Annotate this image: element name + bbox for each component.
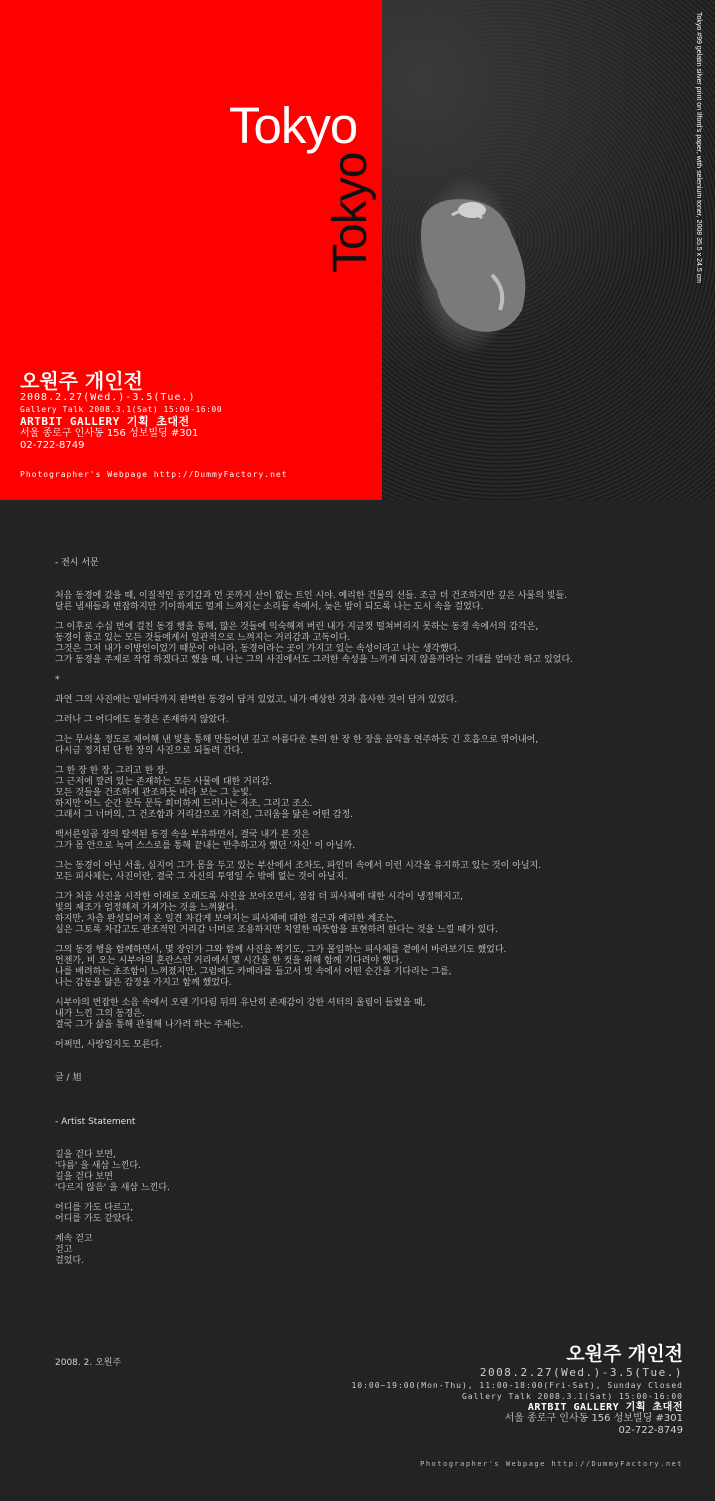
gallery-phone: 02-722-8749 bbox=[20, 440, 85, 451]
preface-section bbox=[55, 558, 675, 1276]
gallery-talk: Gallery Talk 2008.3.1(Sat) 15:00-16:00 bbox=[20, 405, 223, 414]
hero-photo bbox=[382, 0, 715, 500]
hero-title-tokyo: Tokyo bbox=[229, 97, 358, 154]
gallery-address: 서울 종로구 인사동 156 성보빌딩 #301 bbox=[20, 428, 199, 439]
footer-gallery-talk: Gallery Talk 2008.3.1(Sat) 15:00-16:00 bbox=[461, 1392, 683, 1401]
preface-paragraph: 그 이후로 수십 번에 걸친 동경 행을 통해, 많은 것들에 익숙해져 버린 내가 지금껏 떨쳐버리지 못하는 동경 속에서의 감각은, 동경이 품고 있는 모든 것들에게서 일관적으로 느껴지는 거리감과 고독이다. 그것은 그저 내가 이방인이었기 때문이 아니라, 동경이라는 곳이 가지고 있는 속성이라고 나는 생각했다. 그가 동경을 주제로 작업 하겠다고 했을 때, 나는 그의 사진에서도 그러한 속성을 느끼게 되지 않을까라는 기대를 얼마간 하고 있었다. bbox=[55, 622, 574, 665]
statement-label: - Artist Statement bbox=[55, 1117, 136, 1127]
footer-info bbox=[351, 1342, 683, 1437]
hero-title-tokyo-vertical: Tokyo bbox=[324, 152, 377, 273]
preface-divider: * bbox=[55, 675, 60, 685]
exhibit-dates: 2008.2.27(Wed.)-3.5(Tue.) bbox=[20, 392, 196, 403]
statement-date-author: 2008. 2. 오원주 bbox=[55, 1358, 122, 1368]
photo-caption-text: Tokyo #99 gelatin silver print on Ilford's paper, with selenium toner, 2008 35.5 x 24.5 cm bbox=[695, 12, 702, 283]
preface-paragraph: 그 한 장 한 장, 그리고 한 장. 그 근저에 깔려 있는 존재하는 모든 사물에 대한 거리감. 모든 것들을 건조하게 관조하듯 바라 보는 그 눈빛. 하지만 어느 순간 문득 문득 희미하게 드러나는 자조, 그리고 조소. 그래서 그 너머의, 그 건조함과 거리감으로 가려진, 그리움을 닮은 어떤 감정. bbox=[55, 766, 354, 820]
photo-object bbox=[412, 180, 552, 340]
photo-caption bbox=[684, 12, 715, 342]
footer-gallery-name: ARTBIT GALLERY 기획 초대전 bbox=[527, 1402, 683, 1413]
preface-paragraph: 그는 동경이 아닌 서울, 심지어 그가 몸을 두고 있는 부산에서 조차도, 파인더 속에서 이런 시각을 유지하고 있는 것이 아닐지. 모든 피사체는, 사진이란, 결국 그 자신의 투영일 수 밖에 없는 것이 아닐지. bbox=[55, 861, 542, 882]
preface-paragraph: 그러나 그 어디에도 동경은 존재하지 않았다. bbox=[55, 715, 229, 725]
preface-paragraph: 그는 무서울 정도로 제어해 낸 빛을 통해 만들어낸 깊고 아름다운 톤의 한 장 한 장을 음악을 연주하듯 긴 호흡으로 엮어내어, 다시금 정지된 단 한 장의 사진으로 되돌려 간다. bbox=[55, 735, 539, 756]
preface-paragraph: 그가 처음 사진을 시작한 이래로 오래도록 사진을 보아오면서, 점점 더 피사체에 대한 시각이 냉정해지고, 빛의 제조가 엄정해져 가져가는 것을 느껴왔다. 하지만, 차츰 완성되어져 온 일견 차갑게 보여지는 피사체에 대한 접근과 예리한 계조는, 실은 그토록 차갑고도 관조적인 거리감 너머로 조용하지만 치열한 따뜻함을 표현하려 한다는 것을 느낄 때가 있다. bbox=[55, 892, 498, 935]
footer-dates: 2008.2.27(Wed.)-3.5(Tue.) bbox=[479, 1366, 683, 1379]
footer-address: 서울 종로구 인사동 156 성보빌딩 #301 bbox=[504, 1413, 683, 1424]
statement-paragraph: 계속 걷고 걷고 걸었다. bbox=[55, 1234, 93, 1266]
footer-phone: 02-722-8749 bbox=[618, 1425, 683, 1436]
hero-info bbox=[20, 370, 222, 452]
footer-webpage-link[interactable]: Photographer's Webpage http://DummyFactory.net bbox=[420, 1460, 683, 1468]
statement-paragraph: 길을 걷다 보면, '다름' 을 새삼 느낀다. 길을 걷다 보면 '다르지 않음' 을 새삼 느낀다. bbox=[55, 1150, 170, 1193]
statement-paragraph: 어디를 가도 다르고, 어디를 가도 같았다. bbox=[55, 1203, 134, 1224]
footer-exhibit-title: 오원주 개인전 bbox=[566, 1343, 683, 1365]
preface-paragraph: 그의 동경 행을 함께하면서, 몇 장인가 그와 함께 사진을 찍기도, 그가 몰입하는 피사체를 곁에서 바라보기도 했었다. 언젠가, 비 오는 시부야의 혼란스런 거리에서 몇 시간을 한 컷을 위해 함께 기다려야 했다. 나를 배려하는 초조함이 느껴졌지만, 그럼에도 카메라를 들고서 빗 속에서 어떤 순간을 기다리는 그를, 나는 감동을 닮은 감정을 가지고 함께 했었다. bbox=[55, 945, 507, 988]
preface-paragraph: 어쩌면, 사랑일지도 모른다. bbox=[55, 1040, 163, 1050]
preface-paragraph: 백서른일곱 장의 탈색된 동경 속을 부유하면서, 결국 내가 본 것은 그가 몸 안으로 녹여 스스로를 통해 끝내는 반추하고자 했던 '자신' 이 아닐까. bbox=[55, 830, 356, 851]
preface-label: - 전시 서문 bbox=[55, 558, 99, 568]
hero-banner bbox=[0, 0, 715, 500]
exhibit-title: 오원주 개인전 bbox=[20, 369, 143, 393]
preface-signature: 글 / 旭 bbox=[55, 1073, 82, 1083]
preface-paragraph: 처음 동경에 갔을 때, 이질적인 공기감과 먼 곳까지 산이 없는 트인 시야. 예리한 건물의 선들. 조금 더 건조하지만 깊은 사물의 빛들. 달른 냄새들과 변잡하지만 기이하게도 멀게 느껴지는 소리들 속에서, 늦은 밤이 되도록 나는 도시 속을 걸었다. bbox=[55, 591, 568, 612]
preface-paragraph: 과연 그의 사진에는 밑바닥까지 완벽한 동경이 담겨 있었고, 내가 예상한 것과 흡사한 것이 담겨 있었다. bbox=[55, 695, 458, 705]
webpage-link[interactable]: Photographer's Webpage http://DummyFactory.net bbox=[20, 470, 288, 479]
preface-paragraph: 시부야의 번잡한 소음 속에서 오랜 기다림 뒤의 유난히 존재감이 강한 셔터의 울림이 들렸을 때, 내가 느낀 그의 동경은. 결국 그가 삶을 통해 관철해 나가려 하는 주제는. bbox=[55, 998, 426, 1030]
artist-statement bbox=[55, 1117, 675, 1267]
gallery-name: ARTBIT GALLERY 기획 초대전 bbox=[20, 415, 190, 428]
footer-hours: 10:00~19:00(Mon-Thu), 11:00-18:00(Fri-Sat), Sunday Closed bbox=[351, 1381, 683, 1390]
